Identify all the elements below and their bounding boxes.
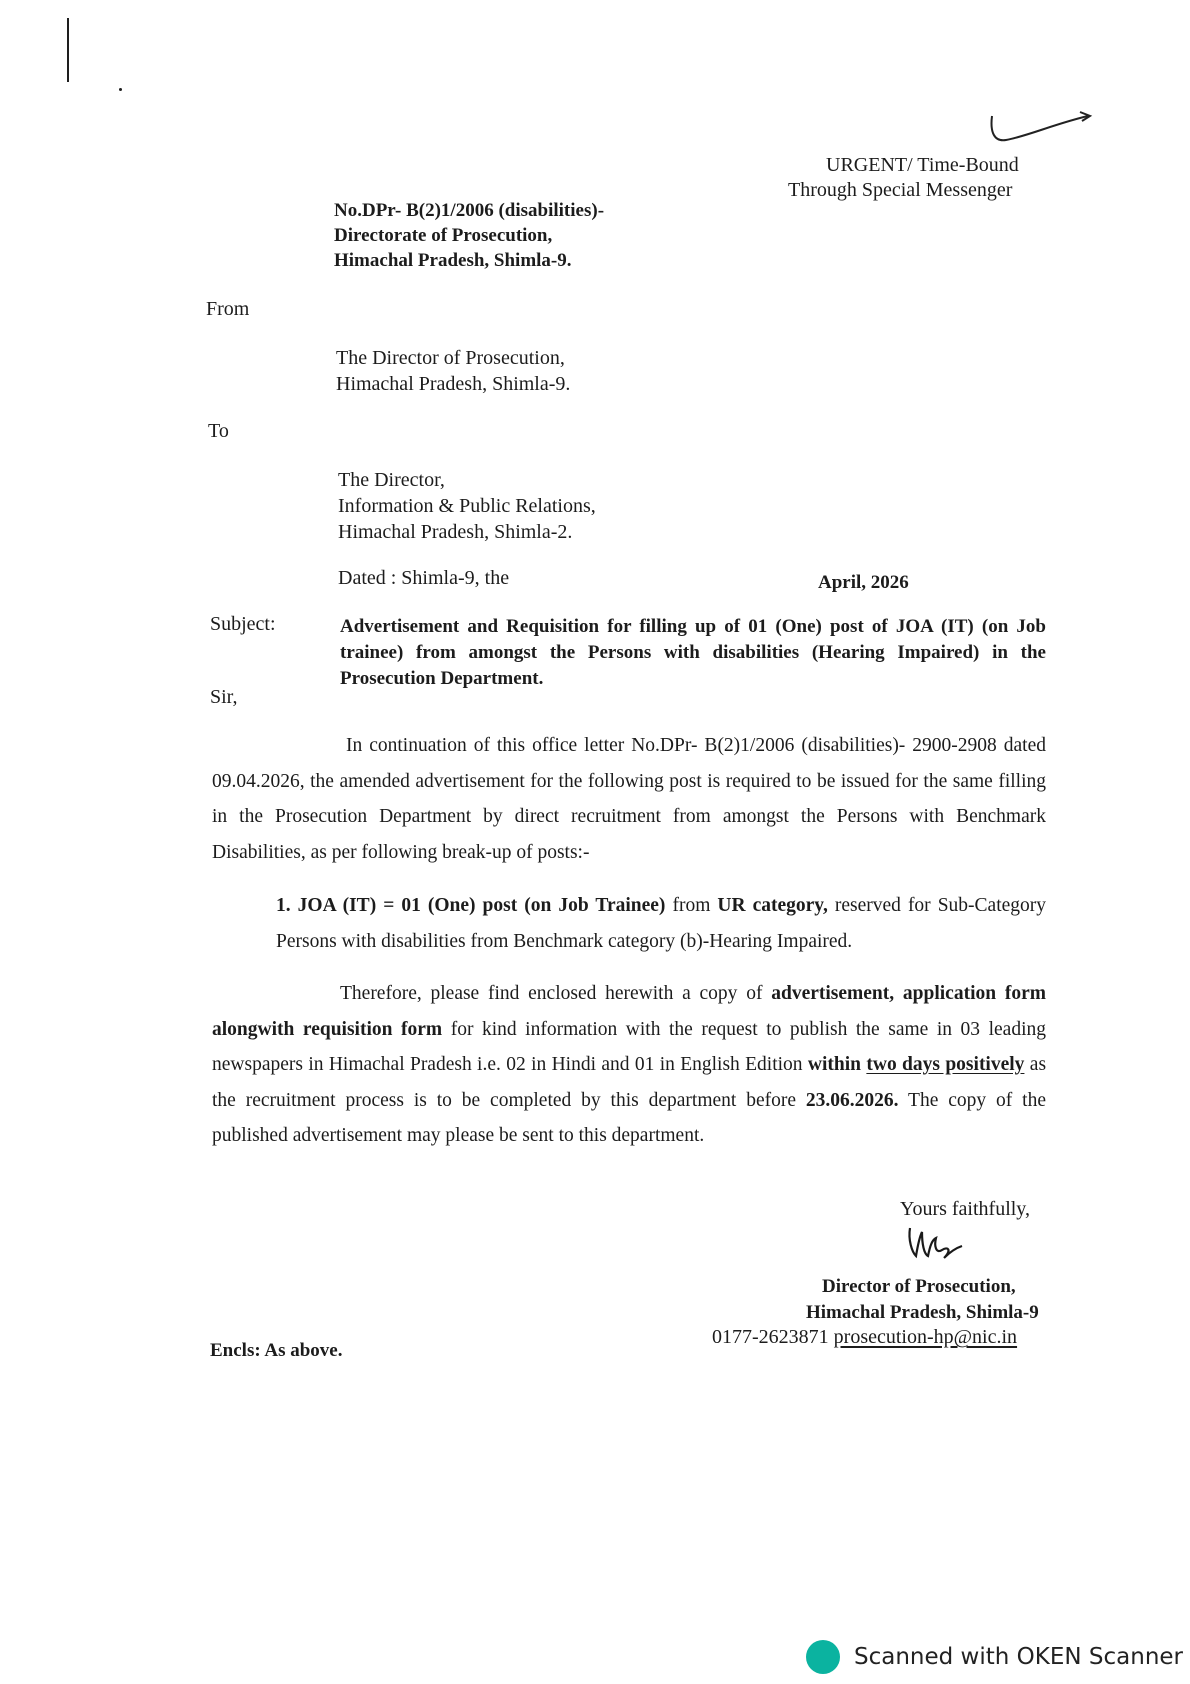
item-category: UR category, xyxy=(717,895,828,916)
from-label: From xyxy=(206,298,250,320)
contact-email[interactable]: prosecution-hp@nic.in xyxy=(833,1326,1018,1348)
para2-within: within xyxy=(807,1054,862,1075)
salutation: Sir, xyxy=(210,686,238,708)
subject-label: Subject: xyxy=(210,613,276,635)
para2-deadline: two days positively xyxy=(866,1054,1025,1075)
sender-title: The Director of Prosecution, xyxy=(336,347,565,369)
watermark-text: Scanned with OKEN Scanner xyxy=(854,1644,1183,1670)
office-name: Directorate of Prosecution, xyxy=(334,225,553,246)
para2-mid: for kind information with the request to publish the same in 03 leading newspapers in Himachal Pradesh i.e. 02 in Hindi and 01 in English Edition xyxy=(212,1018,1046,1075)
signature xyxy=(904,1222,964,1268)
office-address: Himachal Pradesh, Shimla-9. xyxy=(334,250,572,271)
recipient-title: The Director, xyxy=(338,469,445,491)
signatory-address: Himachal Pradesh, Shimla-9 xyxy=(806,1302,1039,1323)
item-from: from xyxy=(672,895,711,916)
para2-end: The copy of the published advertisement may please be sent to this department. xyxy=(212,1089,1046,1146)
post-breakup-item xyxy=(276,888,1046,959)
contact-phone: 0177-2623871 xyxy=(712,1326,829,1348)
item-number: 1. xyxy=(276,895,291,916)
sender-address: Himachal Pradesh, Shimla-9. xyxy=(336,373,571,395)
item-rest: reserved for Sub-Category Persons with disabilities from Benchmark category (b)-Hearing Impaired. xyxy=(276,895,1047,952)
dated-month: April, 2026 xyxy=(818,572,909,593)
recipient-department: Information & Public Relations, xyxy=(338,495,596,517)
messenger-line: Through Special Messenger xyxy=(788,179,1013,201)
urgent-line: URGENT/ Time-Bound xyxy=(826,154,1019,176)
scan-mark xyxy=(67,18,69,82)
yours-faithfully: Yours faithfully, xyxy=(900,1198,1031,1220)
enclosures-note: Encls: As above. xyxy=(210,1340,343,1361)
reference-number: No.DPr- B(2)1/2006 (disabilities)- xyxy=(334,200,605,221)
body-paragraph: In continuation of this office letter No.DPr- B(2)1/2006 (disabilities)- 2900-2908 dated 09.04.2026, the amended advertisement for the following post is required to be issued for the same filling in the Prosecution Department by direct recruitment from amongst the Persons with Benchmark Disabilities, as per following break-up of posts:- xyxy=(212,735,1046,863)
para2-mid2: as the recruitment process is to be completed by this department before xyxy=(212,1054,1047,1111)
para2-bold-docs: advertisement, application form alongwith requisition form xyxy=(212,983,1046,1040)
item-post: JOA (IT) = 01 (One) post (on Job Trainee) xyxy=(297,895,666,916)
contact-line xyxy=(712,1324,1017,1350)
para2-start: Therefore, please find enclosed herewith a copy of xyxy=(340,983,763,1004)
dated-label: Dated : Shimla-9, the xyxy=(338,567,510,589)
body-paragraph-2 xyxy=(212,976,1046,1154)
scanner-logo-icon xyxy=(806,1640,840,1674)
to-label: To xyxy=(208,420,229,442)
para2-date: 23.06.2026. xyxy=(805,1089,899,1111)
signatory-designation: Director of Prosecution, xyxy=(822,1276,1016,1297)
subject-text: Advertisement and Requisition for filling up of 01 (One) post of JOA (IT) (on Job trainee) from amongst the Persons with disabilities (Hearing Impaired) in the Prosecution Department. xyxy=(340,616,1046,689)
recipient-address: Himachal Pradesh, Shimla-2. xyxy=(338,521,573,543)
scan-mark xyxy=(119,88,122,91)
hand-drawn-arrow xyxy=(984,108,1094,150)
scanner-watermark xyxy=(806,1640,1183,1674)
